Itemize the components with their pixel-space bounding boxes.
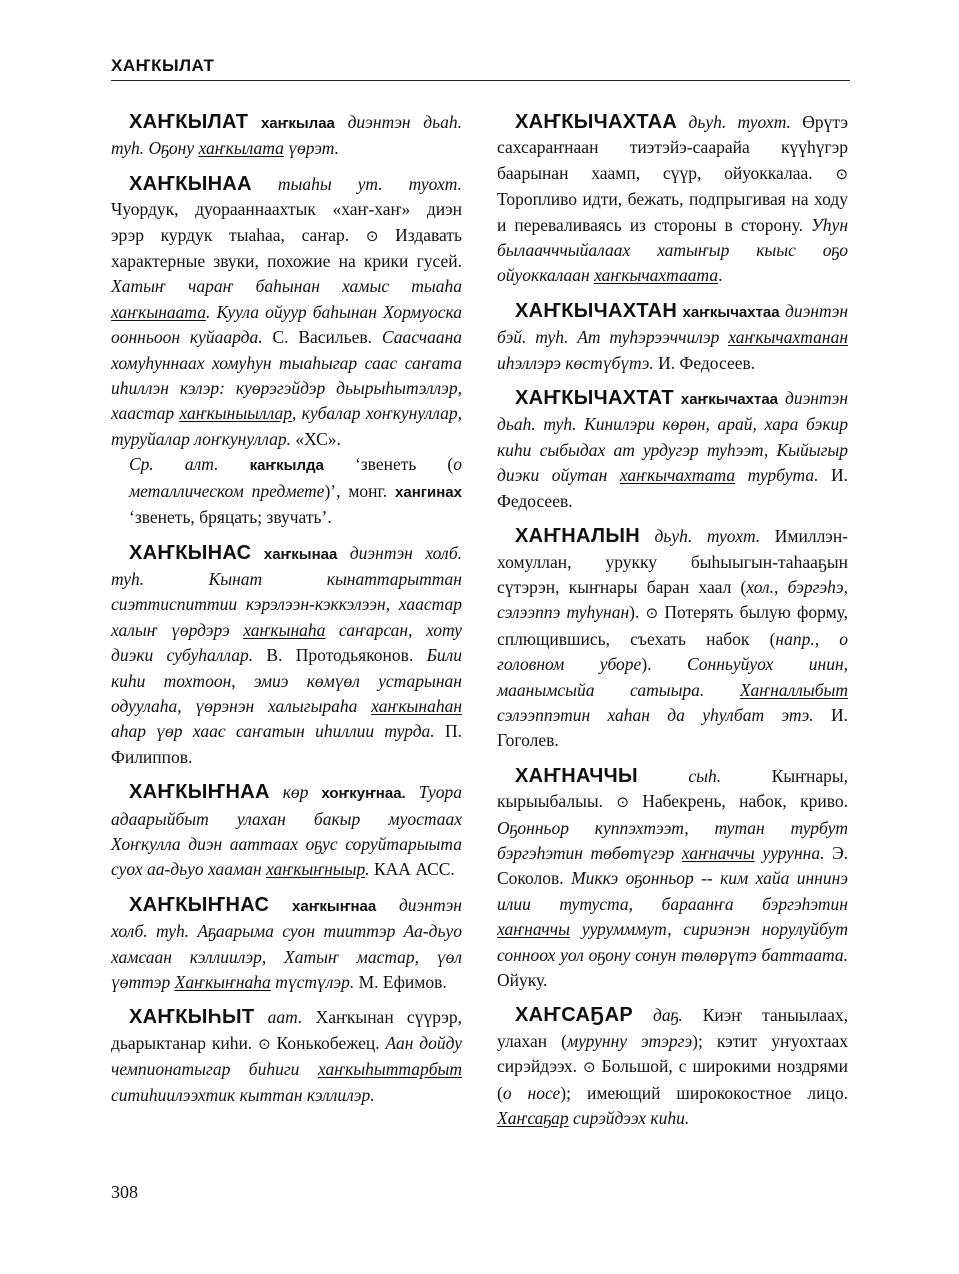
etymology [111,452,462,530]
author: М. Ефимов. [358,972,447,992]
headword: ХАҤКЫҤНАА [129,781,270,804]
example-underlined: Хаҥкыҥнаһа [174,972,271,992]
entry-khangnalyn [497,524,848,754]
base-word: хаҥкыҥнаа [292,897,377,915]
example-text: Хатыҥ чараҥ баһынан хамыс тыаһа [111,276,462,297]
gloss: )’, монг. [324,480,388,501]
example-underlined: хаҥкыныыллар [179,403,292,424]
headword: ХАҤКЫНАА [129,172,252,195]
example-text: , кубалар хоҥкунуллар, туруйалар лоҥкунуллар. [111,403,462,449]
definition-sakha: Хаҥкынан сүүрэр, дьарыктанар киһи. [111,1007,463,1053]
example-text: Уһун былаачччыйалаах хатыҥыр кыыс оҕо ойуоккалаан [497,214,849,286]
definition-russian: Потерять былую форму, сплющившись, съехать набок ( [497,602,849,649]
definition-sakha: Кыҥнары, кырыыбалыы. [497,765,848,812]
example-text: диэнтэн холб. туһ. Аҕаарыма суон тииттэр Аа-дьуо хамсаан кэллиилэр, Хатыҥ мастар, үөл үөттэр [111,894,462,992]
example-text: Оҕонньор куппэхтээт, тутан турбут бэргэһэтин төбөтүгэр [497,817,848,863]
grammar-note: дьуһ. туохт. [654,526,761,547]
example-text: диэнтэн бэй. туһ. Ат туһэрээччилэр [497,300,849,348]
example-text: аһар үөр хаас саҥатын иһиллии турда. [111,721,435,742]
example-underlined: хаҥкычахтанан [728,327,848,348]
author: В. Протодьяконов. [266,645,414,666]
example-text: диэнтэн холб. туһ. Кынат кынаттарыттан сиэттиспиттии кэрэлээн-кэккэлээн, хаастар халыҥ үөрдэрэ [111,542,463,640]
page-number: 308 [111,1182,138,1202]
definition-russian: ); имеющий ширококостное лицо. [560,1082,848,1103]
headword: ХАҤКЫНАС [129,541,252,564]
example-text: уурумммут, сириэнэн норулуйбут сонноох уол оҕону сонун төлөрүтэ баттаата. [497,919,848,965]
example-underlined: хаҥкынаата [111,301,206,322]
author: И. Федосеев. [658,352,756,373]
definition-russian: Конькобежец. [276,1032,380,1053]
running-head: ХАҤКЫЛАТ [111,56,215,75]
grammar-note: тыаһы ут. туохт. [277,173,462,194]
example-underlined: Хаҥналлыбыт [739,679,848,700]
headword: ХАҤСАҔАР [515,1004,633,1027]
definition-sakha: Киэҥ таныылаах, улахан ( [497,1005,849,1051]
source: «ХС». [295,428,341,449]
example-text: Били киһи тохтоон, эмиэ көмүөл устарынан одуулаһа, үөрэнэн халыгыраһа [111,645,463,716]
example-underlined: хаҥкынаһа [243,619,326,640]
example-underlined: хаҥкылата [198,138,284,159]
example-text: үөрэт. [288,138,339,159]
definition-sakha: Чуордук, дуорааннаахтык «хаҥ-хаҥ» диэн эрэр курдук тыаһаа, саҥар. [111,199,462,245]
author: С. Васильев. [272,327,373,348]
example-text: ситиһиилээхтик кыттан кэллилэр. [111,1084,375,1105]
example-underlined: хаҥкыҥныыр [266,859,366,880]
example-underlined: хаҥначчы [681,842,755,863]
entry-khankyngnaa [111,780,462,883]
headword: ХАҤНАЛЫН [515,525,640,548]
definition-russian: Торопливо идти, бежать, подпрыгивая на ходу и переваливаясь из стороны в сторону. [497,189,848,235]
headword: ХАҤНАЧЧЫ [515,764,638,787]
see-label: көр [282,782,309,803]
headword: ХАҤКЫҺЫТ [129,1006,255,1029]
right-column [497,110,848,1141]
example-underlined: хаҥкычахтата [619,465,736,486]
grammar-note: диэнтэн дьаһ. туһ. Оҕону [111,112,462,159]
base-word: хаҥкычахтаа [680,391,779,409]
example-text: . Куула ойуур баһынан Хормуоска оонньоон куйаарда. [111,301,462,348]
language-label: алт. [184,454,219,475]
grammar-note: сыһ. [688,765,722,786]
author: П. Филиппов. [111,721,462,767]
circled-dot-icon: ⊙ [616,793,629,812]
punctuation: ). [641,654,652,675]
left-column [111,110,462,1118]
circled-dot-icon: ⊙ [365,226,379,245]
base-word: хаҥкылаа [260,115,335,132]
example-text: иһэллэрэ көстүбүтэ. [497,352,654,373]
author: Ойуку. [497,970,548,990]
entry-khankylat [111,110,462,162]
example-text: уурунна. [762,842,825,863]
entry-khankychakhtaa [497,110,848,289]
definition-russian: Большой, с широкими ноздрями ( [497,1056,848,1103]
definition-sakha: Өрүтэ сахсараҥнаан тиэтэйэ-саарайа күүһүгэр баарынан хаамп, сүүр, ойуоккалаа. [497,112,849,183]
header-rule [111,80,850,81]
cognate-word: каҥкылда [249,457,324,475]
example-text: Аан дойду чемпионатыгар биһиги [111,1032,462,1080]
definition-note: мурунну этэргэ [566,1030,693,1051]
definition-note: о носе [502,1082,561,1103]
entry-khankynaa [111,172,462,531]
circled-dot-icon: ⊙ [645,604,659,623]
entry-khankyhyt [111,1005,462,1108]
example-text: Саасчаана хомуһуннаах хомуһун тыаһыгар саас саҥата иһиллэн кэлэр: куөрэгэйдэр дьырыһытэллэр, хаастар [111,327,463,424]
grammar-note: аат. [267,1007,303,1028]
example-text: Миккэ оҕонньор -- ким хайа иннинэ илии тутуста, бараанҥа бэргэһэтин [497,868,848,914]
punctuation: ). [629,602,640,623]
definition-sakha: Имиллэн-хомуллан, урукку быһыыгын-таһааҕын сүтэрэн, кыҥнары баран хаал ( [497,526,849,597]
definition-russian: Издавать характерные звуки, похожие на крики гусей. [111,224,462,272]
example-underlined: хаҥкынаһан [371,695,462,716]
example-text: сирэйдээх киһи. [573,1108,690,1129]
circled-dot-icon: ⊙ [835,164,849,183]
gloss: ‘звенеть, бряцать; звучать’. [129,507,332,528]
example-text: сэлээппэтин хаһан да уһулбат этэ. [497,704,814,725]
definition-note: напр., о головном уборе [497,628,848,675]
example-underlined: хаҥначчы [497,919,570,940]
cf-label: Ср. [129,454,154,475]
example-text: Туора адаарыйбыт улахан бакыр муостаах Хоҥкулла диэн ааттаах оҕус соруйтарыыта суох аа-дьуо хааман [111,782,463,880]
example-text: Сонньуйуох инин, маанымсыйа сатыыра. [497,654,848,700]
headword: ХАҤКЫЛАТ [129,111,249,133]
circled-dot-icon: ⊙ [582,1058,596,1077]
author: И. Федосеев. [497,465,849,511]
entry-khankychakhtat [497,386,848,514]
definition-note: хол., бэргэһэ, сэлээппэ туһунан [497,576,848,623]
base-word: хаҥкычахтаа [682,303,780,321]
definition-russian: Набекрень, набок, криво. [642,791,849,812]
example-underlined: хаҥкыһыттарбыт [317,1059,462,1080]
headword: ХАҤКЫҤНАС [129,893,270,916]
example-underlined: хаҥкычахтаата [594,265,719,286]
example-text: түстүлэр. [275,972,355,992]
headword: ХАҤКЫЧАХТАН [515,299,678,322]
gloss-note: о металлическом предмете [129,454,463,501]
cognate-word: хангинах [395,483,462,501]
gloss: ‘звенеть ( [354,454,454,475]
entry-khankyngnas [111,893,462,996]
circled-dot-icon: ⊙ [258,1034,271,1053]
grammar-note: дьуһ. туохт. [688,112,791,132]
source: КАА АСС. [374,859,455,880]
author: И. Гоголев. [497,704,848,751]
example-text: диэнтэн дьаһ. туһ. Кинилэри көрөн, арай, хара бэкир киһи сыбыдах ат урдугэр туһээт, Кыйыгыр диэки ойутан [497,388,849,486]
example-text: саҥарсан, хоту диэки субуһаллар. [111,619,463,666]
example-text: . [365,859,370,880]
base-word: хаҥкынаа [263,545,338,563]
entry-khangsaghar [497,1003,848,1131]
example-text: турбута. [747,465,819,486]
punctuation: . [718,265,723,286]
definition-sakha: ); кэтит уҥуохтаах сирэйдээх. [497,1030,848,1077]
example-underlined: Хаҥсаҕар [497,1108,569,1129]
headword: ХАҤКЫЧАХТАА [515,111,678,133]
entry-khankychakhtan [497,299,848,376]
grammar-note: даҕ. [652,1005,683,1026]
headword: ХАҤКЫЧАХТАТ [515,387,674,410]
cross-reference: хоҥкуҥнаа. [321,785,406,803]
entry-khangnachchy [497,764,848,994]
author: Э. Соколов. [497,842,849,889]
entry-khankynas [111,541,462,771]
